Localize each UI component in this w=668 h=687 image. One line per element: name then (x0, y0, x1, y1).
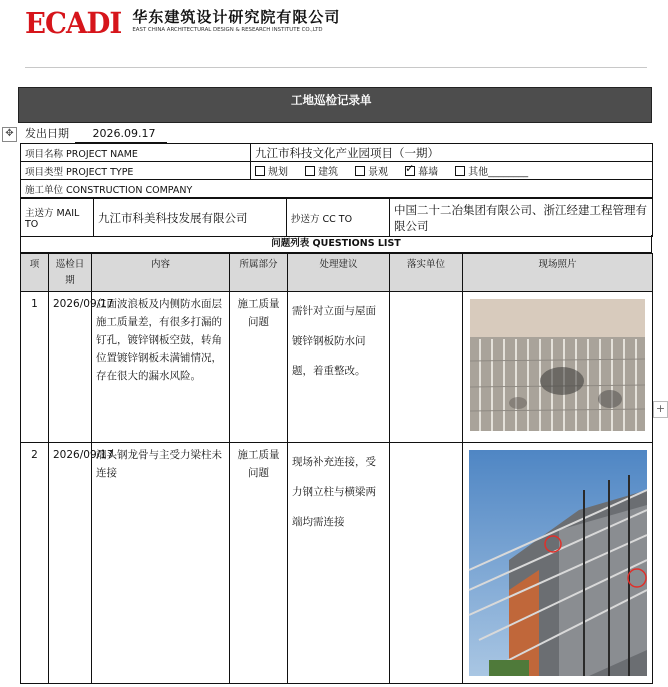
row-photo-cell (463, 292, 653, 443)
steel-keel-photo[interactable] (469, 450, 647, 676)
checkbox-icon[interactable] (355, 166, 365, 176)
type-option-curtain-wall[interactable]: ✓ 幕墙 (405, 163, 438, 178)
row-part[interactable]: 施工质量问题 (230, 292, 288, 443)
col-header-unit: 落实单位 (390, 254, 463, 292)
corrugated-panel-photo[interactable] (470, 299, 645, 431)
row-suggestion[interactable]: 需针对立面与屋面镀锌钢板防水问题，着重整改。 (288, 292, 390, 443)
company-name-cn: 华东建筑设计研究院有限公司 (132, 8, 341, 26)
table-move-handle-icon[interactable]: ✥ (2, 127, 17, 142)
issue-date-label: 发出日期 (25, 127, 69, 140)
row-part[interactable]: 施工质量问题 (230, 443, 288, 684)
company-logo (25, 8, 340, 38)
col-header-suggestion: 处理建议 (288, 254, 390, 292)
questions-header-row (21, 254, 653, 292)
construction-company-label: 施工单位 CONSTRUCTION COMPANY (21, 180, 653, 198)
type-option-landscape[interactable]: 景观 (355, 163, 388, 178)
type-option-architecture[interactable]: 建筑 (305, 163, 338, 178)
checkbox-icon[interactable] (455, 166, 465, 176)
type-option-other[interactable]: 其他________ (455, 163, 528, 178)
table-row (21, 443, 653, 684)
row-photo-cell (463, 443, 653, 684)
checkbox-icon[interactable] (305, 166, 315, 176)
project-type-label: 项目类型 PROJECT TYPE (21, 162, 251, 180)
project-type-options (251, 162, 653, 180)
col-header-part: 所属部分 (230, 254, 288, 292)
table-row (21, 292, 653, 443)
issue-date-row (25, 125, 167, 142)
row-content[interactable]: 端头钢龙骨与主受力梁柱未连接 (92, 443, 230, 684)
cc-to-label: 抄送方 CC TO (287, 199, 390, 237)
mail-to-label: 主送方 MAIL TO (21, 199, 94, 237)
row-unit[interactable] (390, 292, 463, 443)
issue-date-value[interactable]: 2026.09.17 (75, 125, 167, 143)
project-name-value[interactable]: 九江市科技文化产业园项目（一期） (251, 144, 653, 162)
row-unit[interactable] (390, 443, 463, 684)
mail-to-value[interactable]: 九江市科美科技发展有限公司 (94, 199, 287, 237)
checkbox-icon[interactable] (255, 166, 265, 176)
project-info-table (20, 143, 653, 198)
questions-table (20, 253, 653, 684)
add-column-plus-icon[interactable]: + (653, 401, 668, 418)
company-name-en: EAST CHINA ARCHITECTURAL DESIGN & RESEARCH INSTITUTE CO.,LTD (132, 27, 323, 33)
type-option-planning[interactable]: 规划 (255, 163, 288, 178)
col-header-photo: 现场照片 (463, 254, 653, 292)
row-suggestion[interactable]: 现场补充连接，受力钢立柱与横梁两端均需连接 (288, 443, 390, 684)
mail-table (20, 198, 653, 237)
project-name-label: 项目名称 PROJECT NAME (21, 144, 251, 162)
checked-checkbox-icon[interactable] (405, 166, 415, 176)
questions-list-heading: 问题列表 QUESTIONS LIST (20, 235, 652, 253)
row-content[interactable]: 立面波浪板及内侧防水面层施工质量差，有很多打漏的钉孔，镀锌钢板空鼓，转角位置镀锌钢板未满铺情况，存在很大的漏水风险。 (92, 292, 230, 443)
col-header-content: 内容 (92, 254, 230, 292)
row-number: 1 (21, 292, 49, 443)
cc-to-value[interactable]: 中国二十二冶集团有限公司、浙江经建工程管理有限公司 (390, 199, 653, 237)
row-date[interactable]: 2026/09/17 (49, 292, 92, 443)
col-header-date: 巡检日期 (49, 254, 92, 292)
col-header-no: 项 (21, 254, 49, 292)
form-title: 工地巡检记录单 (291, 93, 372, 107)
logo-mark: ECADI (25, 6, 122, 40)
row-number: 2 (21, 443, 49, 684)
row-date[interactable]: 2026/09/17 (49, 443, 92, 684)
header-divider (25, 67, 647, 68)
form-title-bar (18, 87, 652, 123)
